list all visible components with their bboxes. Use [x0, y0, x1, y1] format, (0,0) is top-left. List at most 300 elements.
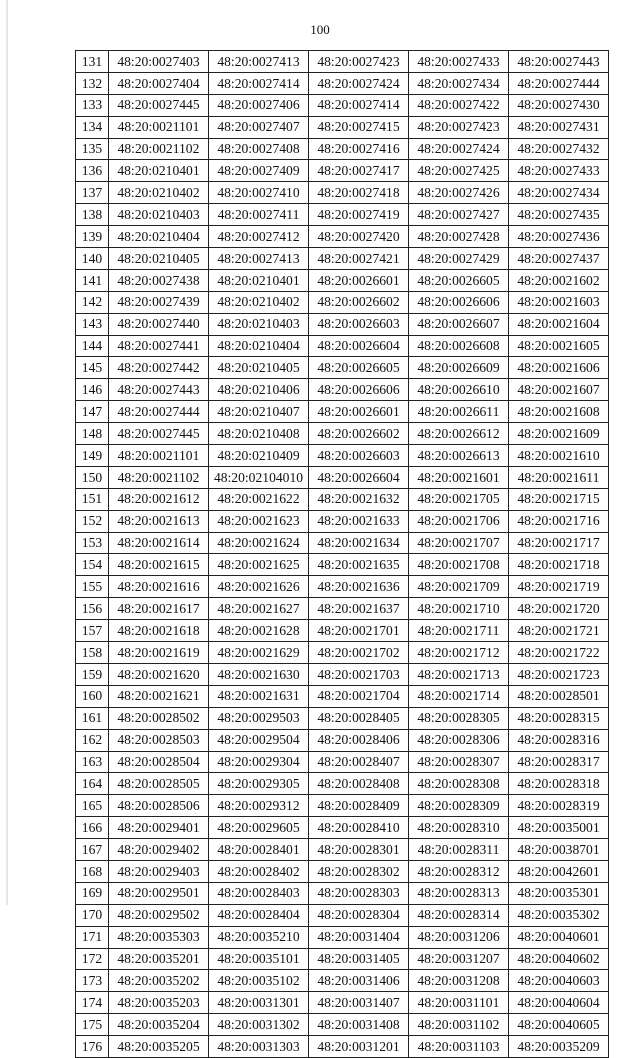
cadastral-number-cell: 48:20:0021620 [109, 663, 209, 685]
cadastral-number-cell: 48:20:0028407 [309, 751, 409, 773]
cadastral-number-cell: 48:20:0027436 [509, 226, 609, 248]
cadastral-number-cell: 48:20:0035205 [109, 1036, 209, 1058]
cadastral-number-cell: 48:20:0210406 [209, 379, 309, 401]
cadastral-number-cell: 48:20:0027418 [309, 182, 409, 204]
cadastral-number-cell: 48:20:0031206 [409, 926, 509, 948]
cadastral-number-cell: 48:20:0021101 [109, 445, 209, 467]
cadastral-number-cell: 48:20:0031404 [309, 926, 409, 948]
table-row [76, 598, 609, 620]
row-number-cell: 155 [76, 576, 109, 598]
cadastral-number-cell: 48:20:0028406 [309, 729, 409, 751]
row-number-cell: 174 [76, 992, 109, 1014]
cadastral-number-cell: 48:20:0027404 [109, 72, 209, 94]
cadastral-number-cell: 48:20:0028405 [309, 707, 409, 729]
cadastral-number-cell: 48:20:0021604 [509, 313, 609, 335]
cadastral-number-cell: 48:20:0021612 [109, 488, 209, 510]
cadastral-number-cell: 48:20:0028506 [109, 795, 209, 817]
cadastral-number-cell: 48:20:0028305 [409, 707, 509, 729]
cadastral-number-cell: 48:20:0035301 [509, 882, 609, 904]
cadastral-number-cell: 48:20:0021626 [209, 576, 309, 598]
cadastral-number-cell: 48:20:0021610 [509, 445, 609, 467]
row-number-cell: 176 [76, 1036, 109, 1058]
cadastral-number-cell: 48:20:0027433 [409, 51, 509, 73]
cadastral-number-cell: 48:20:0027409 [209, 160, 309, 182]
cadastral-number-cell: 48:20:0210401 [209, 269, 309, 291]
row-number-cell: 134 [76, 116, 109, 138]
row-number-cell: 160 [76, 685, 109, 707]
cadastral-number-cell: 48:20:0029501 [109, 882, 209, 904]
cadastral-number-cell: 48:20:0028318 [509, 773, 609, 795]
cadastral-number-cell: 48:20:0026608 [409, 335, 509, 357]
cadastral-number-cell: 48:20:0027435 [509, 204, 609, 226]
cadastral-number-cell: 48:20:0021633 [309, 510, 409, 532]
table-row [76, 1036, 609, 1058]
cadastral-number-cell: 48:20:0027423 [409, 116, 509, 138]
table-row [76, 138, 609, 160]
cadastral-number-cell: 48:20:0042601 [509, 860, 609, 882]
cadastral-number-cell: 48:20:0021608 [509, 401, 609, 423]
cadastral-number-cell: 48:20:0027439 [109, 291, 209, 313]
cadastral-number-cell: 48:20:0021102 [109, 466, 209, 488]
cadastral-number-cell: 48:20:0029605 [209, 817, 309, 839]
row-number-cell: 168 [76, 860, 109, 882]
cadastral-number-cell: 48:20:0021603 [509, 291, 609, 313]
cadastral-number-cell: 48:20:0021101 [109, 116, 209, 138]
row-number-cell: 131 [76, 51, 109, 73]
row-number-cell: 148 [76, 423, 109, 445]
table-row [76, 751, 609, 773]
cadastral-number-cell: 48:20:0031406 [309, 970, 409, 992]
cadastral-number-cell: 48:20:0027425 [409, 160, 509, 182]
cadastral-number-cell: 48:20:0210402 [209, 291, 309, 313]
row-number-cell: 159 [76, 663, 109, 685]
cadastral-number-cell: 48:20:0021624 [209, 532, 309, 554]
cadastral-number-cell: 48:20:0035203 [109, 992, 209, 1014]
cadastral-number-table [75, 50, 609, 1058]
cadastral-number-cell: 48:20:0035303 [109, 926, 209, 948]
scan-edge-shadow [6, 0, 8, 905]
row-number-cell: 147 [76, 401, 109, 423]
row-number-cell: 158 [76, 642, 109, 664]
cadastral-number-cell: 48:20:0027430 [509, 94, 609, 116]
cadastral-number-cell: 48:20:0027445 [109, 423, 209, 445]
cadastral-number-cell: 48:20:0021621 [109, 685, 209, 707]
table-row [76, 160, 609, 182]
row-number-cell: 152 [76, 510, 109, 532]
cadastral-number-cell: 48:20:0035209 [509, 1036, 609, 1058]
table-body [76, 51, 609, 1058]
cadastral-number-cell: 48:20:0021707 [409, 532, 509, 554]
cadastral-number-cell: 48:20:0035101 [209, 948, 309, 970]
cadastral-number-cell: 48:20:0027434 [509, 182, 609, 204]
row-number-cell: 150 [76, 466, 109, 488]
cadastral-number-cell: 48:20:0027444 [509, 72, 609, 94]
cadastral-number-cell: 48:20:0027423 [309, 51, 409, 73]
row-number-cell: 171 [76, 926, 109, 948]
table-row [76, 248, 609, 270]
table-row [76, 401, 609, 423]
cadastral-number-cell: 48:20:0026601 [309, 401, 409, 423]
cadastral-number-cell: 48:20:0028313 [409, 882, 509, 904]
cadastral-number-cell: 48:20:0021720 [509, 598, 609, 620]
cadastral-number-cell: 48:20:0021710 [409, 598, 509, 620]
cadastral-number-cell: 48:20:0028410 [309, 817, 409, 839]
cadastral-number-cell: 48:20:0031207 [409, 948, 509, 970]
cadastral-number-cell: 48:20:0035302 [509, 904, 609, 926]
cadastral-number-cell: 48:20:0021617 [109, 598, 209, 620]
cadastral-number-cell: 48:20:0027415 [309, 116, 409, 138]
table-row [76, 51, 609, 73]
row-number-cell: 173 [76, 970, 109, 992]
cadastral-number-cell: 48:20:0028311 [409, 839, 509, 861]
cadastral-number-cell: 48:20:0028309 [409, 795, 509, 817]
cadastral-number-cell: 48:20:0027406 [209, 94, 309, 116]
cadastral-number-cell: 48:20:0026612 [409, 423, 509, 445]
row-number-cell: 157 [76, 620, 109, 642]
cadastral-number-cell: 48:20:0028315 [509, 707, 609, 729]
cadastral-number-cell: 48:20:0021715 [509, 488, 609, 510]
cadastral-number-cell: 48:20:0021709 [409, 576, 509, 598]
cadastral-number-cell: 48:20:0027414 [209, 72, 309, 94]
cadastral-number-cell: 48:20:0028308 [409, 773, 509, 795]
cadastral-number-cell: 48:20:0210403 [209, 313, 309, 335]
cadastral-number-cell: 48:20:0035001 [509, 817, 609, 839]
table-row [76, 904, 609, 926]
cadastral-number-cell: 48:20:0210403 [109, 204, 209, 226]
table-row [76, 72, 609, 94]
cadastral-number-cell: 48:20:0029503 [209, 707, 309, 729]
cadastral-number-cell: 48:20:0021627 [209, 598, 309, 620]
cadastral-number-cell: 48:20:0026607 [409, 313, 509, 335]
row-number-cell: 162 [76, 729, 109, 751]
cadastral-number-cell: 48:20:0029304 [209, 751, 309, 773]
row-number-cell: 145 [76, 357, 109, 379]
table-row [76, 357, 609, 379]
cadastral-number-cell: 48:20:0021716 [509, 510, 609, 532]
cadastral-number-cell: 48:20:0021634 [309, 532, 409, 554]
cadastral-number-cell: 48:20:0021630 [209, 663, 309, 685]
cadastral-number-cell: 48:20:0021635 [309, 554, 409, 576]
cadastral-number-cell: 48:20:0210409 [209, 445, 309, 467]
table-row [76, 379, 609, 401]
cadastral-number-cell: 48:20:0021618 [109, 620, 209, 642]
cadastral-number-cell: 48:20:0031103 [409, 1036, 509, 1058]
cadastral-number-cell: 48:20:0026605 [309, 357, 409, 379]
cadastral-number-cell: 48:20:0021605 [509, 335, 609, 357]
row-number-cell: 170 [76, 904, 109, 926]
cadastral-number-cell: 48:20:0026603 [309, 313, 409, 335]
cadastral-number-cell: 48:20:0027432 [509, 138, 609, 160]
cadastral-number-cell: 48:20:0026605 [409, 269, 509, 291]
cadastral-number-cell: 48:20:0029402 [109, 839, 209, 861]
cadastral-number-cell: 48:20:0027426 [409, 182, 509, 204]
cadastral-number-cell: 48:20:0031407 [309, 992, 409, 1014]
cadastral-number-cell: 48:20:0021609 [509, 423, 609, 445]
cadastral-number-cell: 48:20:0040604 [509, 992, 609, 1014]
table-row [76, 423, 609, 445]
row-number-cell: 149 [76, 445, 109, 467]
row-number-cell: 163 [76, 751, 109, 773]
cadastral-number-cell: 48:20:0021637 [309, 598, 409, 620]
cadastral-number-cell: 48:20:0027445 [109, 94, 209, 116]
cadastral-number-cell: 48:20:0027413 [209, 248, 309, 270]
cadastral-number-cell: 48:20:0040601 [509, 926, 609, 948]
cadastral-number-cell: 48:20:0021607 [509, 379, 609, 401]
cadastral-number-cell: 48:20:0021622 [209, 488, 309, 510]
cadastral-number-cell: 48:20:0021629 [209, 642, 309, 664]
cadastral-number-cell: 48:20:0031201 [309, 1036, 409, 1058]
cadastral-number-cell: 48:20:0027444 [109, 401, 209, 423]
cadastral-number-cell: 48:20:0027412 [209, 226, 309, 248]
cadastral-number-cell: 48:20:0021636 [309, 576, 409, 598]
table-row [76, 116, 609, 138]
cadastral-number-cell: 48:20:0021718 [509, 554, 609, 576]
cadastral-number-cell: 48:20:0027437 [509, 248, 609, 270]
row-number-cell: 143 [76, 313, 109, 335]
table-row [76, 269, 609, 291]
row-number-cell: 144 [76, 335, 109, 357]
table-row [76, 685, 609, 707]
table-row [76, 466, 609, 488]
row-number-cell: 175 [76, 1014, 109, 1036]
cadastral-number-cell: 48:20:0028505 [109, 773, 209, 795]
cadastral-number-cell: 48:20:0027443 [109, 379, 209, 401]
cadastral-number-cell: 48:20:0028503 [109, 729, 209, 751]
cadastral-number-cell: 48:20:0029312 [209, 795, 309, 817]
row-number-cell: 146 [76, 379, 109, 401]
cadastral-number-cell: 48:20:0021606 [509, 357, 609, 379]
row-number-cell: 165 [76, 795, 109, 817]
cadastral-number-cell: 48:20:0035210 [209, 926, 309, 948]
cadastral-number-cell: 48:20:0021723 [509, 663, 609, 685]
cadastral-number-cell: 48:20:0029504 [209, 729, 309, 751]
cadastral-number-cell: 48:20:0210402 [109, 182, 209, 204]
cadastral-number-cell: 48:20:0021722 [509, 642, 609, 664]
table-row [76, 291, 609, 313]
cadastral-number-cell: 48:20:0026606 [409, 291, 509, 313]
table-row [76, 576, 609, 598]
cadastral-number-cell: 48:20:0021704 [309, 685, 409, 707]
table-row [76, 94, 609, 116]
cadastral-number-cell: 48:20:0027403 [109, 51, 209, 73]
cadastral-number-cell: 48:20:0028306 [409, 729, 509, 751]
cadastral-number-cell: 48:20:0031408 [309, 1014, 409, 1036]
cadastral-number-cell: 48:20:0028408 [309, 773, 409, 795]
cadastral-number-cell: 48:20:0026606 [309, 379, 409, 401]
cadastral-number-cell: 48:20:0021614 [109, 532, 209, 554]
cadastral-number-cell: 48:20:0021712 [409, 642, 509, 664]
cadastral-number-cell: 48:20:0021708 [409, 554, 509, 576]
row-number-cell: 154 [76, 554, 109, 576]
row-number-cell: 139 [76, 226, 109, 248]
row-number-cell: 151 [76, 488, 109, 510]
cadastral-number-cell: 48:20:0027427 [409, 204, 509, 226]
row-number-cell: 133 [76, 94, 109, 116]
cadastral-number-cell: 48:20:0040603 [509, 970, 609, 992]
cadastral-number-cell: 48:20:0028404 [209, 904, 309, 926]
table-row [76, 839, 609, 861]
cadastral-number-cell: 48:20:0028307 [409, 751, 509, 773]
table-row [76, 445, 609, 467]
cadastral-number-cell: 48:20:0021619 [109, 642, 209, 664]
cadastral-number-cell: 48:20:0027443 [509, 51, 609, 73]
cadastral-number-cell: 48:20:0028301 [309, 839, 409, 861]
cadastral-number-cell: 48:20:0210401 [109, 160, 209, 182]
cadastral-number-cell: 48:20:0028303 [309, 882, 409, 904]
cadastral-number-cell: 48:20:0027413 [209, 51, 309, 73]
table-row [76, 204, 609, 226]
cadastral-number-cell: 48:20:0031302 [209, 1014, 309, 1036]
table-row [76, 882, 609, 904]
cadastral-number-cell: 48:20:0028316 [509, 729, 609, 751]
table-row [76, 335, 609, 357]
cadastral-number-cell: 48:20:0026613 [409, 445, 509, 467]
cadastral-number-cell: 48:20:0027422 [409, 94, 509, 116]
table-row [76, 817, 609, 839]
cadastral-number-cell: 48:20:0027440 [109, 313, 209, 335]
cadastral-number-cell: 48:20:0027438 [109, 269, 209, 291]
table-row [76, 926, 609, 948]
table-row [76, 860, 609, 882]
cadastral-number-cell: 48:20:0028302 [309, 860, 409, 882]
cadastral-number-cell: 48:20:0028312 [409, 860, 509, 882]
row-number-cell: 137 [76, 182, 109, 204]
cadastral-number-cell: 48:20:0029502 [109, 904, 209, 926]
cadastral-number-cell: 48:20:0029401 [109, 817, 209, 839]
cadastral-number-cell: 48:20:0026602 [309, 291, 409, 313]
row-number-cell: 142 [76, 291, 109, 313]
cadastral-number-cell: 48:20:0027441 [109, 335, 209, 357]
cadastral-number-cell: 48:20:0035201 [109, 948, 209, 970]
table-row [76, 729, 609, 751]
cadastral-number-cell: 48:20:0021613 [109, 510, 209, 532]
cadastral-number-cell: 48:20:0021711 [409, 620, 509, 642]
cadastral-number-cell: 48:20:0031303 [209, 1036, 309, 1058]
row-number-cell: 166 [76, 817, 109, 839]
cadastral-number-cell: 48:20:0026611 [409, 401, 509, 423]
table-row [76, 532, 609, 554]
row-number-cell: 140 [76, 248, 109, 270]
cadastral-number-cell: 48:20:0028310 [409, 817, 509, 839]
cadastral-number-cell: 48:20:0026610 [409, 379, 509, 401]
row-number-cell: 138 [76, 204, 109, 226]
cadastral-number-cell: 48:20:0026604 [309, 466, 409, 488]
cadastral-number-cell: 48:20:0027408 [209, 138, 309, 160]
cadastral-number-cell: 48:20:0021631 [209, 685, 309, 707]
cadastral-number-cell: 48:20:0028501 [509, 685, 609, 707]
cadastral-number-cell: 48:20:0027442 [109, 357, 209, 379]
cadastral-number-cell: 48:20:0027429 [409, 248, 509, 270]
row-number-cell: 169 [76, 882, 109, 904]
cadastral-number-cell: 48:20:0026603 [309, 445, 409, 467]
table-row [76, 992, 609, 1014]
cadastral-number-cell: 48:20:0021714 [409, 685, 509, 707]
cadastral-number-cell: 48:20:0021703 [309, 663, 409, 685]
cadastral-number-cell: 48:20:0021632 [309, 488, 409, 510]
cadastral-number-cell: 48:20:0210408 [209, 423, 309, 445]
table-row [76, 773, 609, 795]
cadastral-number-cell: 48:20:0021601 [409, 466, 509, 488]
row-number-cell: 136 [76, 160, 109, 182]
cadastral-number-cell: 48:20:0026602 [309, 423, 409, 445]
cadastral-number-cell: 48:20:0031301 [209, 992, 309, 1014]
cadastral-number-cell: 48:20:0021717 [509, 532, 609, 554]
row-number-cell: 164 [76, 773, 109, 795]
cadastral-number-cell: 48:20:0210407 [209, 401, 309, 423]
cadastral-number-cell: 48:20:0027411 [209, 204, 309, 226]
cadastral-number-cell: 48:20:0028304 [309, 904, 409, 926]
cadastral-number-cell: 48:20:0021628 [209, 620, 309, 642]
cadastral-number-cell: 48:20:0021713 [409, 663, 509, 685]
cadastral-number-cell: 48:20:0028317 [509, 751, 609, 773]
table-row [76, 663, 609, 685]
cadastral-number-cell: 48:20:0026609 [409, 357, 509, 379]
cadastral-number-cell: 48:20:0021623 [209, 510, 309, 532]
cadastral-number-cell: 48:20:0028504 [109, 751, 209, 773]
cadastral-number-cell: 48:20:0021602 [509, 269, 609, 291]
row-number-cell: 135 [76, 138, 109, 160]
cadastral-number-cell: 48:20:0038701 [509, 839, 609, 861]
cadastral-number-cell: 48:20:0035102 [209, 970, 309, 992]
cadastral-number-cell: 48:20:0028319 [509, 795, 609, 817]
cadastral-number-cell: 48:20:0027407 [209, 116, 309, 138]
cadastral-number-cell: 48:20:0028402 [209, 860, 309, 882]
cadastral-number-cell: 48:20:0040602 [509, 948, 609, 970]
cadastral-number-cell: 48:20:0021102 [109, 138, 209, 160]
table-row [76, 1014, 609, 1036]
cadastral-number-cell: 48:20:0027420 [309, 226, 409, 248]
cadastral-number-cell: 48:20:0210404 [209, 335, 309, 357]
cadastral-number-cell: 48:20:0026601 [309, 269, 409, 291]
table-row [76, 554, 609, 576]
table-row [76, 795, 609, 817]
row-number-cell: 156 [76, 598, 109, 620]
cadastral-number-cell: 48:20:0027417 [309, 160, 409, 182]
cadastral-number-cell: 48:20:0210404 [109, 226, 209, 248]
cadastral-number-cell: 48:20:0040605 [509, 1014, 609, 1036]
cadastral-number-cell: 48:20:0031208 [409, 970, 509, 992]
row-number-cell: 153 [76, 532, 109, 554]
cadastral-number-cell: 48:20:0021705 [409, 488, 509, 510]
cadastral-number-cell: 48:20:0021625 [209, 554, 309, 576]
table-row [76, 313, 609, 335]
cadastral-number-cell: 48:20:0021611 [509, 466, 609, 488]
cadastral-number-cell: 48:20:0021616 [109, 576, 209, 598]
cadastral-number-cell: 48:20:0031102 [409, 1014, 509, 1036]
cadastral-number-cell: 48:20:0027431 [509, 116, 609, 138]
cadastral-number-cell: 48:20:0027410 [209, 182, 309, 204]
cadastral-number-cell: 48:20:0210405 [109, 248, 209, 270]
cadastral-number-cell: 48:20:0031101 [409, 992, 509, 1014]
cadastral-number-cell: 48:20:0035202 [109, 970, 209, 992]
cadastral-number-cell: 48:20:02104010 [209, 466, 309, 488]
cadastral-number-cell: 48:20:0210405 [209, 357, 309, 379]
cadastral-number-cell: 48:20:0021721 [509, 620, 609, 642]
cadastral-number-cell: 48:20:0028403 [209, 882, 309, 904]
cadastral-number-cell: 48:20:0021706 [409, 510, 509, 532]
cadastral-number-cell: 48:20:0021615 [109, 554, 209, 576]
cadastral-number-cell: 48:20:0027434 [409, 72, 509, 94]
cadastral-number-cell: 48:20:0021702 [309, 642, 409, 664]
table-row [76, 948, 609, 970]
cadastral-number-cell: 48:20:0031405 [309, 948, 409, 970]
cadastral-number-cell: 48:20:0027421 [309, 248, 409, 270]
row-number-cell: 141 [76, 269, 109, 291]
cadastral-number-cell: 48:20:0029403 [109, 860, 209, 882]
cadastral-number-cell: 48:20:0029305 [209, 773, 309, 795]
cadastral-number-cell: 48:20:0027424 [409, 138, 509, 160]
cadastral-number-cell: 48:20:0027414 [309, 94, 409, 116]
